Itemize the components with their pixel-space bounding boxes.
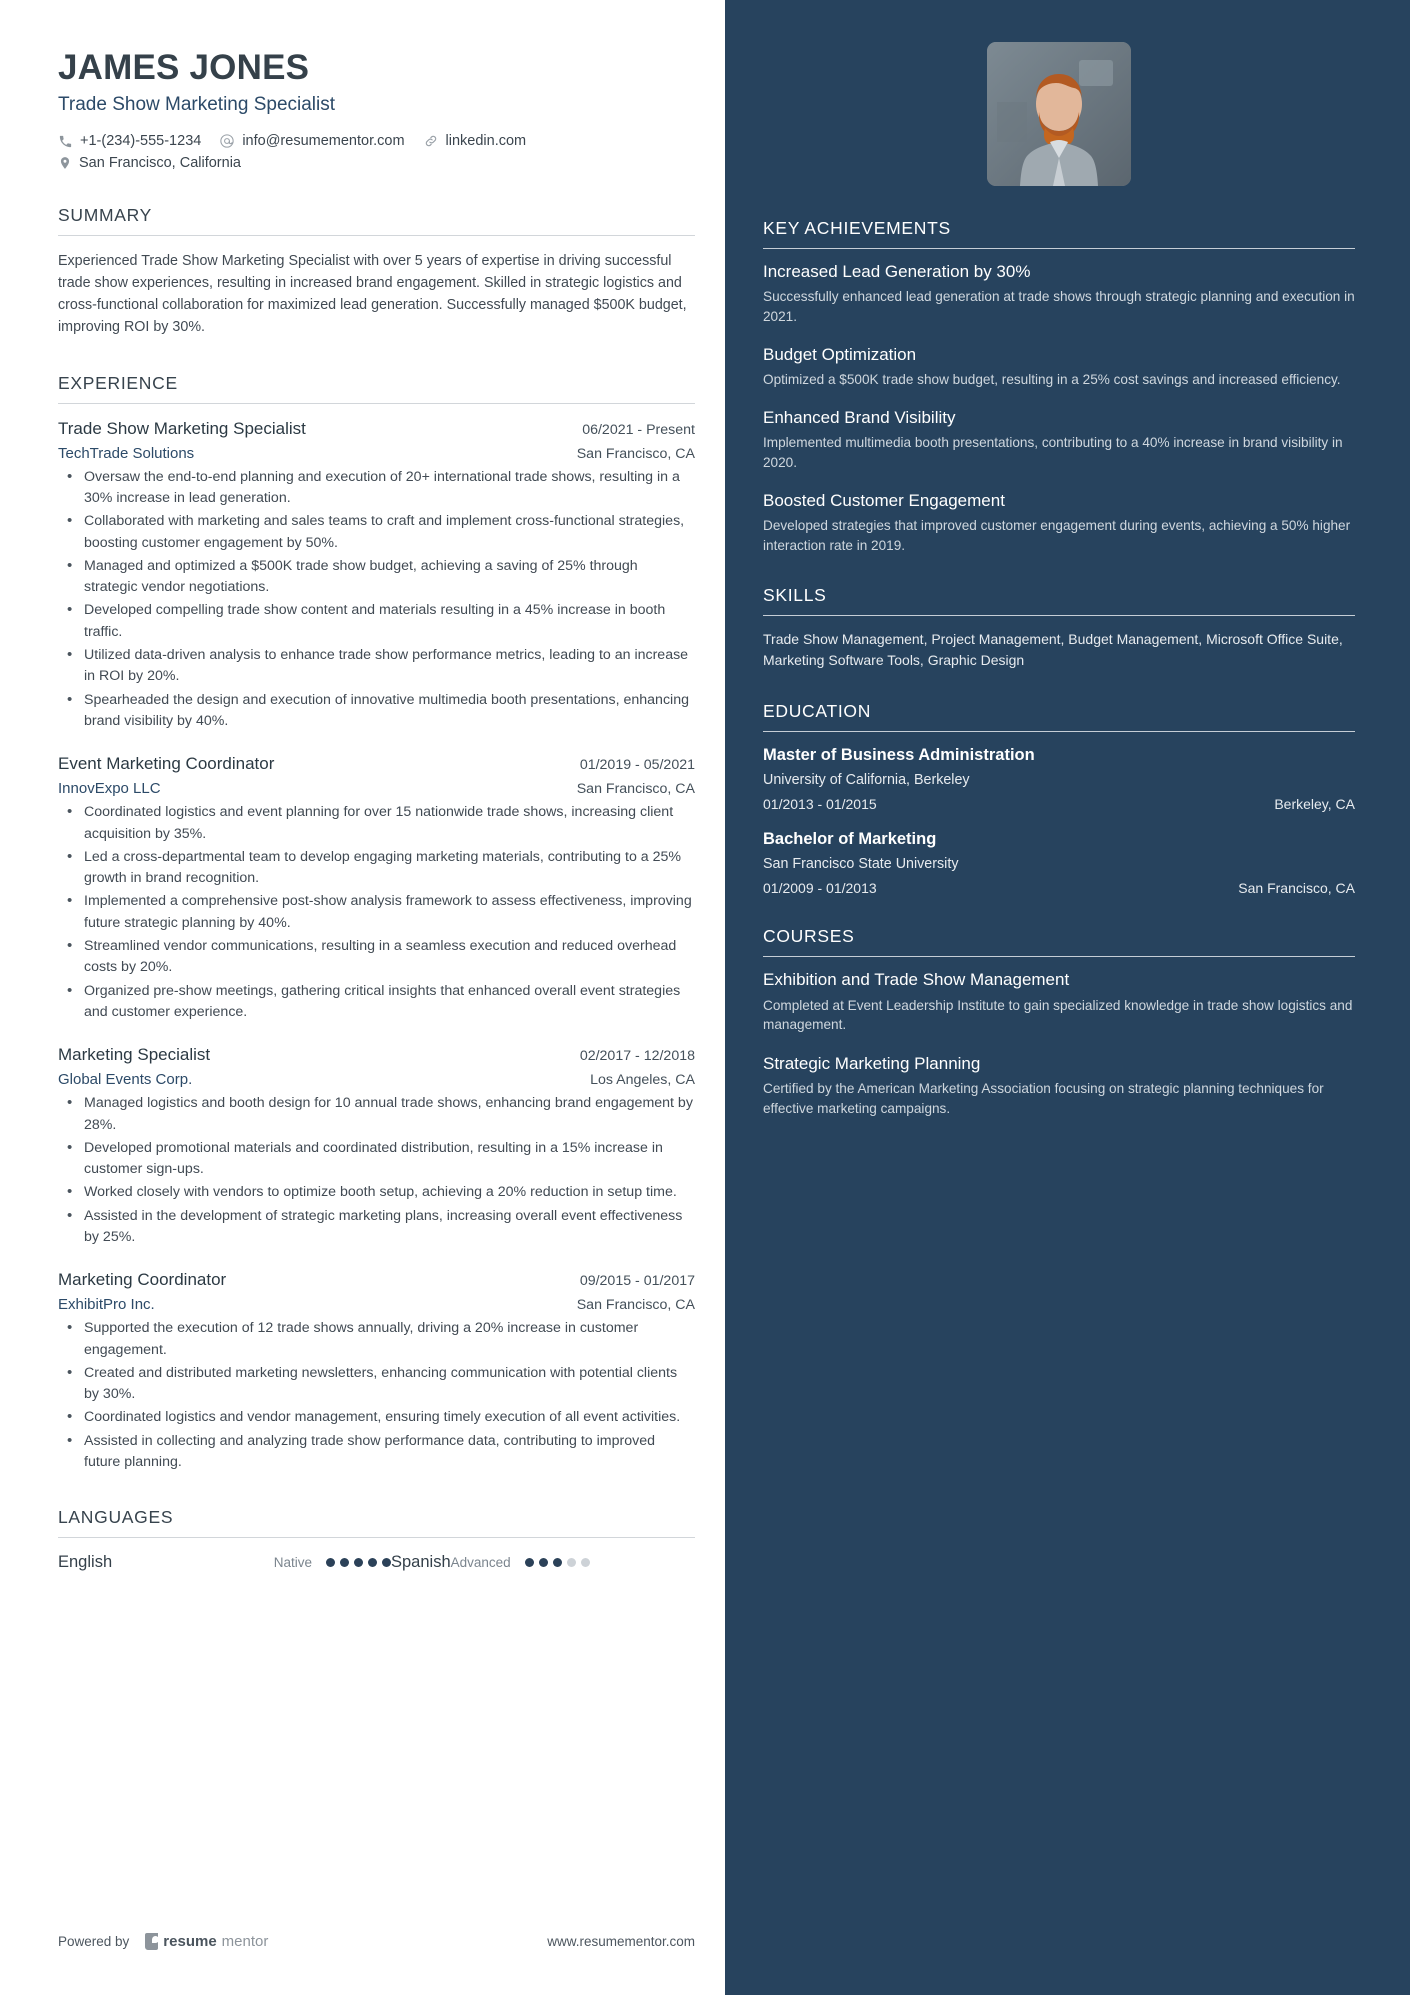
experience-bullet: • Utilized data-driven analysis to enhance trade show performance metrics, leading to an increase in ROI by 20%. [58, 645, 695, 688]
courses-section [763, 926, 1355, 1119]
experience-item-header [58, 419, 695, 439]
experience-bullet-list [58, 1318, 695, 1473]
resumementor-logo[interactable] [145, 1933, 268, 1950]
rating-dot [553, 1558, 562, 1567]
experience-bullet: • Supported the execution of 12 trade shows annually, driving a 20% increase in customer engagement. [58, 1318, 695, 1361]
experience-section-title: EXPERIENCE [58, 372, 178, 393]
education-list [763, 745, 1355, 896]
experience-location: San Francisco, CA [576, 445, 695, 462]
experience-divider [58, 403, 695, 404]
contact-location-text: San Francisco, California [79, 155, 241, 172]
experience-job-date: 02/2017 - 12/2018 [579, 1048, 695, 1065]
experience-bullet-list [58, 802, 695, 1023]
rating-dot [340, 1558, 349, 1567]
experience-bullet: • Developed compelling trade show content and materials resulting in a 45% increase in booth traffic. [58, 600, 695, 643]
experience-bullet: • Created and distributed marketing newsletters, enhancing communication with potential clients by 30%. [58, 1363, 695, 1406]
summary-section [58, 205, 695, 338]
experience-bullet: • Oversaw the end-to-end planning and execution of 20+ international trade shows, resulting in a 30% increase in lead generation. [58, 467, 695, 510]
experience-job-date: 09/2015 - 01/2017 [579, 1273, 695, 1290]
achievement-item [763, 491, 1355, 556]
experience-job-title: Trade Show Marketing Specialist [58, 418, 306, 438]
experience-bullet: • Coordinated logistics and vendor management, ensuring timely execution of all event activities. [58, 1407, 695, 1428]
achievements-list [763, 262, 1355, 555]
link-icon [423, 133, 439, 149]
language-name: Spanish [391, 1553, 451, 1572]
languages-section-title: LANGUAGES [58, 1507, 174, 1528]
candidate-name: JAMES JONES [58, 48, 310, 87]
experience-bullet: • Streamlined vendor communications, resulting in a seamless execution and reduced overhead costs by 20%. [58, 936, 695, 979]
contact-linkedin-text: linkedin.com [445, 133, 527, 150]
brand-name-bold: resume [163, 1933, 217, 1950]
education-item [763, 829, 1355, 896]
skills-text: Trade Show Management, Project Management, Budget Management, Microsoft Office Suite, Marketing Software Tools, Graphic Design [763, 631, 1343, 669]
experience-bullet-list [58, 1093, 695, 1248]
resumementor-mark-icon [145, 1933, 158, 1950]
experience-bullet: • Collaborated with marketing and sales teams to craft and implement cross-functional strategies, boosting customer engagement by 50%. [58, 511, 695, 554]
course-description: Completed at Event Leadership Institute to gain specialized knowledge in trade show logistics and management. [763, 997, 1353, 1033]
experience-company: InnovExpo LLC [58, 780, 161, 798]
experience-item-header [58, 754, 695, 774]
powered-by-label: Powered by [58, 1934, 130, 1949]
rating-dot [539, 1558, 548, 1567]
contact-email-text: info@resumementor.com [242, 133, 405, 150]
summary-divider [58, 235, 695, 236]
contact-email[interactable] [219, 133, 404, 149]
achievement-item [763, 262, 1355, 327]
experience-bullet: • Developed promotional materials and coordinated distribution, resulting in a 15% increase in customer sign-ups. [58, 1138, 695, 1181]
achievement-item [763, 345, 1355, 390]
experience-item [58, 1045, 695, 1248]
experience-item-subheader [58, 445, 695, 462]
course-description: Certified by the American Marketing Association focusing on strategic planning techniques for effective marketing campaigns. [763, 1081, 1324, 1117]
language-item [58, 1553, 391, 1572]
course-title: Exhibition and Trade Show Management [763, 970, 1070, 990]
achievement-title: Increased Lead Generation by 30% [763, 262, 1031, 281]
experience-company: TechTrade Solutions [58, 444, 195, 462]
contact-phone[interactable] [58, 133, 201, 149]
experience-section [58, 373, 695, 1474]
experience-bullet: • Worked closely with vendors to optimize booth setup, achieving a 20% reduction in setup time. [58, 1182, 695, 1203]
experience-location: Los Angeles, CA [590, 1072, 695, 1089]
brand-name-light: mentor [221, 1933, 269, 1950]
skills-section [763, 585, 1355, 670]
languages-list [58, 1553, 695, 1572]
education-divider [763, 731, 1355, 732]
experience-job-date: 01/2019 - 05/2021 [579, 757, 695, 774]
experience-item-header [58, 1045, 695, 1065]
summary-section-title: SUMMARY [58, 205, 153, 226]
location-pin-icon [58, 155, 72, 171]
education-school: San Francisco State University [763, 856, 959, 873]
rating-dot [525, 1558, 534, 1567]
education-date: 01/2013 - 01/2015 [763, 796, 877, 813]
rating-dot [326, 1558, 335, 1567]
rating-dot [581, 1558, 590, 1567]
education-location: Berkeley, CA [1274, 796, 1355, 813]
achievement-item [763, 408, 1355, 473]
phone-icon [58, 134, 73, 149]
experience-company: ExhibitPro Inc. [58, 1296, 155, 1314]
experience-bullet: • Assisted in collecting and analyzing trade show performance data, contributing to improved future planning. [58, 1431, 695, 1474]
courses-section-title: COURSES [763, 926, 855, 947]
achievement-description: Optimized a $500K trade show budget, resulting in a 25% cost savings and increased efficiency. [763, 372, 1341, 388]
education-meta [763, 796, 1355, 812]
experience-bullet: • Implemented a comprehensive post-show analysis framework to assess effectiveness, improving future strategic planning by 40%. [58, 891, 695, 934]
rating-dot [382, 1558, 391, 1567]
experience-company: Global Events Corp. [58, 1071, 193, 1089]
contact-linkedin[interactable] [423, 133, 527, 149]
experience-job-title: Marketing Coordinator [58, 1270, 227, 1290]
language-name: English [58, 1553, 113, 1572]
language-rating-dots [326, 1558, 391, 1567]
powered-by-block [58, 1933, 268, 1950]
course-title: Strategic Marketing Planning [763, 1053, 981, 1073]
language-level: Native [273, 1555, 312, 1571]
experience-location: San Francisco, CA [576, 1297, 695, 1314]
education-meta [763, 880, 1355, 896]
experience-item [58, 419, 695, 733]
experience-job-title: Event Marketing Coordinator [58, 754, 275, 774]
at-icon [219, 133, 235, 149]
experience-item-subheader [58, 780, 695, 797]
candidate-headline: Trade Show Marketing Specialist [58, 94, 336, 116]
avatar-photo-icon [987, 42, 1131, 186]
experience-job-date: 06/2021 - Present [582, 421, 695, 438]
experience-bullet: • Organized pre-show meetings, gathering critical insights that enhanced overall event strategies and customer experience. [58, 981, 695, 1024]
languages-divider [58, 1537, 695, 1538]
contact-location [58, 155, 678, 171]
rating-dot [567, 1558, 576, 1567]
education-degree: Master of Business Administration [763, 745, 1035, 764]
experience-bullet: • Led a cross-departmental team to develop engaging marketing materials, contributing to a 25% growth in brand recognition. [58, 847, 695, 890]
achievement-description: Developed strategies that improved customer engagement during events, achieving a 50% higher interaction rate in 2019. [763, 518, 1351, 553]
education-section-title: EDUCATION [763, 700, 872, 721]
achievements-divider [763, 248, 1355, 249]
skills-section-title: SKILLS [763, 585, 827, 606]
language-rating-dots [525, 1558, 590, 1567]
experience-bullet: • Managed logistics and booth design for 10 annual trade shows, enhancing brand engagement by 28%. [58, 1093, 695, 1136]
experience-location: San Francisco, CA [576, 781, 695, 798]
language-item [391, 1553, 590, 1572]
experience-bullet-list [58, 467, 695, 733]
summary-text: Experienced Trade Show Marketing Specialist with over 5 years of expertise in driving successful trade show experiences, resulting in increased brand engagement. Skilled in strategic logistics and cross-functional collaboration for maximized lead generation. Successfully managed $500K budget, improving ROI by 30%. [58, 253, 687, 335]
course-item [763, 1054, 1355, 1119]
experience-item-subheader [58, 1296, 695, 1313]
education-date: 01/2009 - 01/2013 [763, 880, 877, 897]
achievements-section [763, 218, 1355, 555]
experience-item [58, 1270, 695, 1473]
experience-job-title: Marketing Specialist [58, 1045, 211, 1065]
rating-dot [368, 1558, 377, 1567]
contact-list [58, 133, 678, 171]
education-degree: Bachelor of Marketing [763, 830, 937, 849]
experience-item-subheader [58, 1071, 695, 1088]
achievement-title: Enhanced Brand Visibility [763, 407, 956, 427]
education-school: University of California, Berkeley [763, 772, 970, 789]
languages-section [58, 1507, 695, 1572]
achievement-title: Boosted Customer Engagement [763, 490, 1005, 510]
experience-list [58, 419, 695, 1474]
experience-bullet: • Coordinated logistics and event planning for over 15 nationwide trade shows, increasing client acquisition by 35%. [58, 802, 695, 845]
experience-item-header [58, 1270, 695, 1290]
education-location: San Francisco, CA [1238, 880, 1355, 897]
language-level: Advanced [450, 1555, 511, 1571]
avatar [987, 42, 1131, 186]
page-footer [58, 1933, 695, 1950]
achievements-section-title: KEY ACHIEVEMENTS [763, 218, 951, 238]
sidebar [725, 0, 1410, 1995]
experience-bullet: • Spearheaded the design and execution of innovative multimedia booth presentations, enhancing brand visibility by 40%. [58, 690, 695, 733]
achievement-title: Budget Optimization [763, 344, 917, 364]
experience-bullet: • Assisted in the development of strategic marketing plans, increasing overall event effectiveness by 25%. [58, 1206, 695, 1249]
achievement-description: Implemented multimedia booth presentations, contributing to a 40% increase in brand visibility in 2020. [763, 435, 1343, 470]
education-item [763, 745, 1355, 812]
skills-divider [763, 615, 1355, 616]
education-section [763, 701, 1355, 896]
avatar-wrap [763, 42, 1355, 186]
achievement-description: Successfully enhanced lead generation at trade shows through strategic planning and execution in 2021. [763, 289, 1355, 325]
courses-list [763, 970, 1355, 1119]
contact-phone-text: +1-(234)-555-1234 [80, 133, 202, 150]
experience-bullet: • Managed and optimized a $500K trade show budget, achieving a saving of 25% through strategic vendor negotiations. [58, 556, 695, 599]
footer-website[interactable]: www.resumementor.com [547, 1934, 695, 1949]
course-item [763, 970, 1355, 1035]
courses-divider [763, 956, 1355, 957]
rating-dot [354, 1558, 363, 1567]
experience-item [58, 754, 695, 1023]
